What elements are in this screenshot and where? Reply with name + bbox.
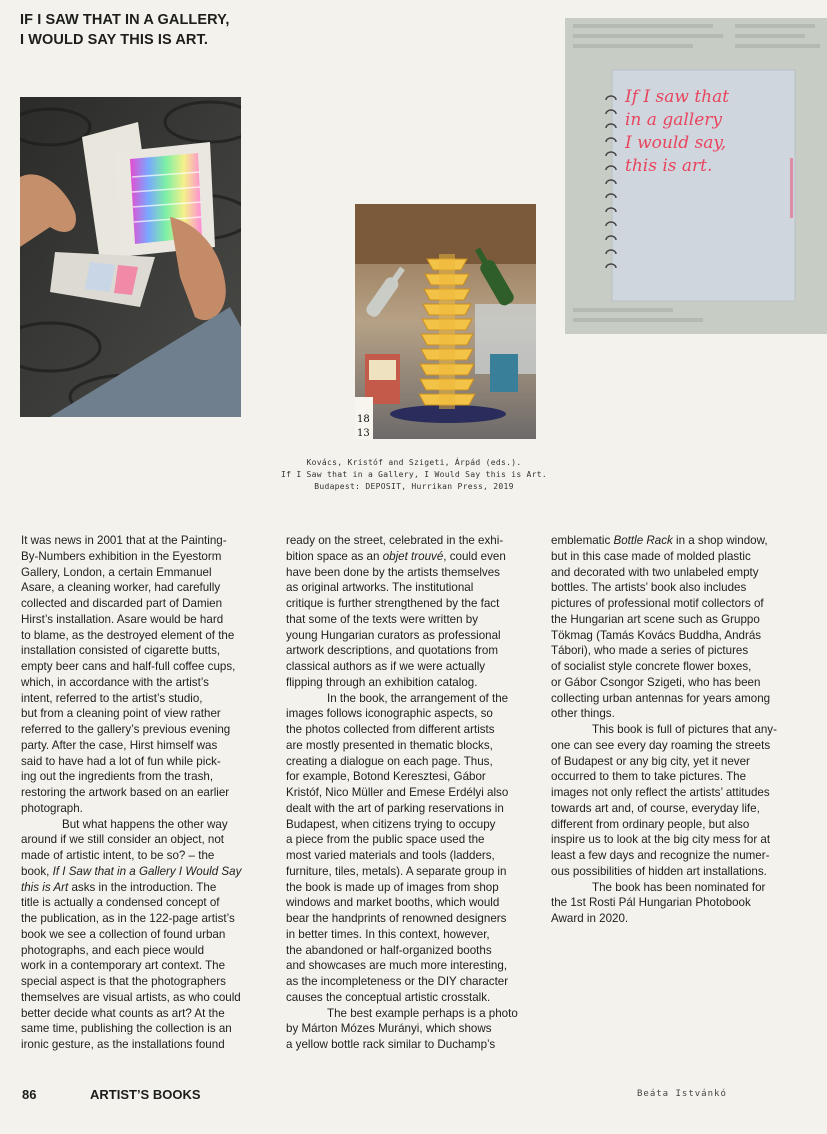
text-line: a piece from the public space used the bbox=[286, 833, 485, 847]
text-line bbox=[286, 549, 539, 565]
text-line: The book has been nominated for bbox=[592, 880, 766, 894]
text-line: towards art and, of course, everyday life, bbox=[551, 801, 760, 815]
text-line: and showcases are much more interesting, bbox=[286, 959, 508, 973]
text-line: critique is further strengthened by the fact bbox=[286, 597, 500, 610]
photo-hands-book-icon bbox=[20, 97, 241, 417]
text-line: themselves are visual artists, as who could bbox=[21, 990, 241, 1004]
cover-line-1: If I saw that bbox=[625, 87, 730, 107]
photo-bottle-rack bbox=[355, 204, 536, 439]
section-title: ARTIST’S BOOKS bbox=[90, 1087, 201, 1102]
italic-term: objet trouvé bbox=[382, 549, 444, 563]
text-line: ous possibilities of hidden art installations. bbox=[551, 864, 767, 878]
text-fragment: in a shop window, bbox=[672, 534, 768, 547]
text-line: ing out the ingredients from the trash, bbox=[21, 770, 214, 784]
text-line: The best example perhaps is a photo bbox=[327, 1006, 518, 1020]
image-caption bbox=[230, 457, 598, 493]
text-line: as the incompleteness or the DIY character bbox=[286, 975, 509, 988]
text-line: It was news in 2001 that at the Painting- bbox=[21, 534, 227, 547]
text-line: flipping through an exhibition catalog. bbox=[286, 675, 478, 689]
text-line: referred to the gallery’s previous evening bbox=[21, 723, 231, 736]
text-line: Budapest, when citizens trying to occupy bbox=[286, 817, 496, 831]
page-title bbox=[20, 10, 229, 50]
author-name: Beáta Istvánkó bbox=[637, 1089, 727, 1099]
body-column-2 bbox=[286, 533, 539, 1053]
text-line: for example, Botond Keresztesi, Gábor bbox=[286, 770, 486, 784]
text-line: Hirst’s installation. Asare would be hard bbox=[21, 612, 224, 626]
text-line: said to have had a lot of fun while pick- bbox=[21, 754, 221, 768]
text-line: Kristóf, Nico Müller and Emese Erdélyi also bbox=[286, 786, 509, 799]
text-line: Asare, a cleaning worker, had carefully bbox=[21, 581, 221, 595]
text-line: photographs, and each piece would bbox=[21, 943, 205, 957]
text-line: ironic gesture, as the installations found bbox=[21, 1038, 225, 1051]
text-line: causes the conceptual artistic crosstalk. bbox=[286, 990, 491, 1004]
text-line: windows and market booths, which would bbox=[286, 896, 500, 910]
text-line: the publication, as in the 122-page artist’s bbox=[21, 912, 235, 925]
text-line: ready on the street, celebrated in the exhi- bbox=[286, 534, 504, 547]
text-line: made of artistic intent, to be so? – the bbox=[21, 849, 215, 862]
text-line: Tábori), who made a series of pictures bbox=[551, 644, 749, 658]
page-title-line2: I WOULD SAY THIS IS ART. bbox=[20, 32, 208, 48]
cover-line-4: this is art. bbox=[625, 156, 713, 176]
text-line: By-Numbers exhibition in the Eyestorm bbox=[21, 549, 222, 563]
text-line: other things. bbox=[551, 707, 615, 721]
text-line: But what happens the other way bbox=[62, 817, 228, 831]
text-line: occurred to them to take pictures. The bbox=[551, 770, 747, 784]
text-line: installation consisted of cigarette butts, bbox=[21, 644, 221, 658]
text-line: different from ordinary people, but also bbox=[551, 817, 750, 831]
text-line: classical authors as if we were actually bbox=[286, 660, 486, 673]
text-line: have been done by the artists themselves bbox=[286, 565, 500, 579]
text-line: as original artworks. The institutional bbox=[286, 581, 474, 595]
text-line: work in a contemporary art context. The bbox=[21, 959, 226, 973]
text-line: least a few days and recognize the numer- bbox=[551, 849, 770, 862]
text-line: the 1st Rosti Pál Hungarian Photobook bbox=[551, 896, 751, 910]
caption-line3: Budapest: DEPOSIT, Hurrikan Press, 2019 bbox=[314, 482, 514, 491]
text-line: the abandoned or half-organized booths bbox=[286, 943, 492, 957]
page-number: 86 bbox=[22, 1087, 37, 1102]
text-line: pictures of professional motif collectors of bbox=[551, 597, 764, 610]
text-line: around if we still consider an object, not bbox=[21, 833, 225, 847]
text-line: This book is full of pictures that any- bbox=[592, 723, 777, 736]
text-line: the photos collected from different artists bbox=[286, 723, 495, 736]
text-line: the Hungarian art scene such as Gruppo bbox=[551, 612, 760, 626]
text-line: artwork descriptions, and quotations from bbox=[286, 644, 499, 658]
text-line: are mostly presented in thematic blocks, bbox=[286, 738, 493, 752]
text-line: of socialist style concrete flower boxes, bbox=[551, 660, 752, 673]
text-line: or Gábor Csongor Szigeti, who has been bbox=[551, 675, 761, 689]
text-line: which, in accordance with the artist’s bbox=[21, 675, 209, 689]
italic-book-title: this is Art bbox=[21, 880, 69, 894]
text-line: photograph. bbox=[21, 801, 83, 815]
rack-label-18: 18 bbox=[357, 414, 370, 425]
text-line: Gallery, London, a certain Emmanuel bbox=[21, 565, 212, 579]
text-line: a yellow bottle rack similar to Duchamp’s bbox=[286, 1038, 496, 1051]
text-line: images not only reflect the artists’ attitudes bbox=[551, 786, 770, 799]
caption-line2: If I Saw that in a Gallery, I Would Say this is Art. bbox=[280, 470, 548, 479]
text-line: inspire us to look at the big city mess for at bbox=[551, 833, 771, 847]
rack-label-13: 13 bbox=[357, 428, 370, 439]
text-line: party. After the case, Hirst himself was bbox=[21, 738, 218, 752]
text-line: In the book, the arrangement of the bbox=[327, 691, 509, 705]
text-line: by Márton Mózes Murányi, which shows bbox=[286, 1022, 492, 1036]
text-line: bear the handprints of renowned designers bbox=[286, 912, 507, 925]
text-line: empty beer cans and half-full coffee cups, bbox=[21, 660, 236, 673]
cover-line-2: in a gallery bbox=[625, 110, 723, 130]
text-line: special aspect is that the photographers bbox=[21, 975, 226, 988]
text-line: of Budapest or any big city, yet it never bbox=[551, 754, 750, 768]
text-line: the book is made up of images from shop bbox=[286, 880, 499, 894]
text-line: bottles. The artists’ book also includes bbox=[551, 581, 747, 595]
text-line: restoring the artwork based on an earlier bbox=[21, 786, 230, 799]
photo-book-cover bbox=[565, 18, 827, 334]
italic-artwork-title: Bottle Rack bbox=[613, 534, 673, 547]
text-line: that some of the texts were written by bbox=[286, 612, 479, 626]
text-line: intent, referred to the artist’s studio, bbox=[21, 691, 203, 705]
text-line: furniture, tiles, metals). A separate group in bbox=[286, 864, 507, 878]
cover-line-3: I would say, bbox=[625, 133, 727, 153]
text-fragment: bition space as an bbox=[286, 549, 383, 563]
text-line: dealt with the art of parking reservations in bbox=[286, 801, 504, 815]
text-line bbox=[21, 880, 274, 896]
text-line: collecting urban antennas for years among bbox=[551, 691, 771, 705]
italic-book-title: If I Saw that in a Gallery I Would Say bbox=[52, 864, 242, 878]
caption-line1: Kovács, Kristóf and Szigeti, Árpád (eds.). bbox=[306, 458, 522, 467]
text-line bbox=[551, 533, 804, 549]
text-line: but from a cleaning point of view rather bbox=[21, 707, 221, 721]
text-line: collected and discarded part of Damien bbox=[21, 597, 223, 610]
text-line: Tökmag (Tamás Kovács Buddha, András bbox=[551, 628, 762, 642]
text-fragment: asks in the introduction. The bbox=[68, 880, 217, 894]
text-line: one can see every day roaming the streets bbox=[551, 738, 771, 752]
photo-hands-book bbox=[20, 97, 241, 417]
text-line bbox=[21, 864, 274, 880]
text-line: but in this case made of molded plastic bbox=[551, 549, 751, 563]
text-line: images follows iconographic aspects, so bbox=[286, 707, 493, 721]
text-line: title is actually a condensed concept of bbox=[21, 896, 220, 910]
text-line: same time, publishing the collection is an bbox=[21, 1022, 232, 1036]
text-line: better decide what counts as art? At the bbox=[21, 1006, 225, 1020]
text-fragment: book, bbox=[21, 864, 53, 878]
text-line: and decorated with two unlabeled empty bbox=[551, 565, 759, 579]
text-fragment: , could even bbox=[443, 549, 506, 563]
text-line: in better times. In this context, however, bbox=[286, 927, 490, 941]
text-line: Award in 2020. bbox=[551, 912, 629, 925]
body-column-3 bbox=[551, 533, 804, 927]
text-fragment: emblematic bbox=[551, 534, 614, 547]
page-title-line1: IF I SAW THAT IN A GALLERY, bbox=[20, 12, 230, 28]
body-column-1 bbox=[21, 533, 274, 1053]
text-line: creating a dialogue on each page. Thus, bbox=[286, 754, 493, 768]
text-line: to blame, as the destroyed element of the bbox=[21, 628, 235, 642]
photo-bottle-rack-icon bbox=[355, 204, 536, 439]
text-line: young Hungarian curators as professional bbox=[286, 628, 501, 642]
text-line: most varied materials and tools (ladders, bbox=[286, 849, 495, 862]
photo-book-cover-icon bbox=[565, 18, 827, 334]
text-line: book we see a collection of found urban bbox=[21, 927, 226, 941]
